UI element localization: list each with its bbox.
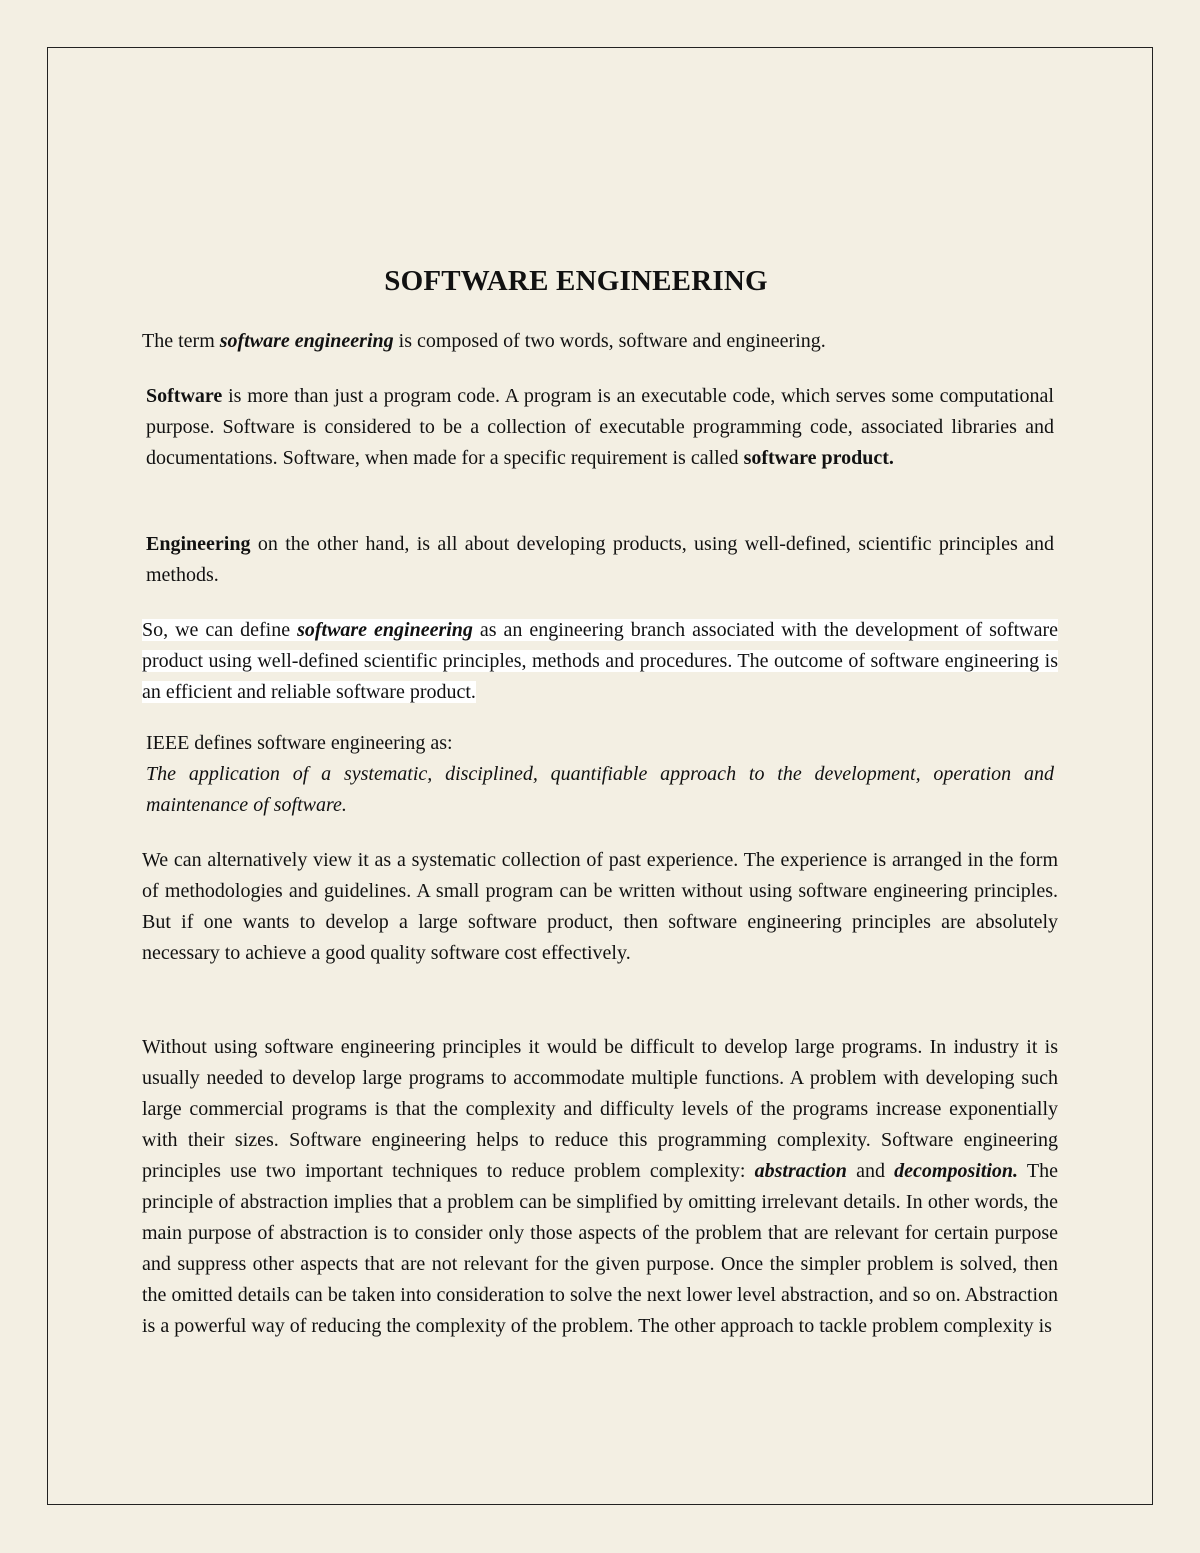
intro-term-emphasis: software engineering [219, 330, 394, 352]
engineering-heading-word: Engineering [146, 533, 251, 555]
engineering-text: on the other hand, is all about developing products, using well-defined, scientific principles and methods. [146, 533, 1054, 586]
software-paragraph [146, 381, 1054, 474]
complexity-text-1: Without using software engineering principles it would be difficult to develop large programs. In industry it is usually needed to develop large programs to accommodate multiple functions. A problem with developing such large commercial programs is that the complexity and difficulty levels of the programs increase exponentially with their sizes. Software engineering helps to reduce this programming complexity. Software engineering principles use two important techniques to reduce problem complexity: [142, 1036, 1058, 1182]
page-title: SOFTWARE ENGINEERING [384, 265, 768, 297]
software-text: is more than just a program code. A program is an executable code, which serves some computational purpose. Software is considered to be a collection of executable programming code, associated libraries and documentations. Software, when made for a specific requirement is called [146, 385, 1054, 469]
ieee-label: IEEE defines software engineering as: [146, 732, 453, 754]
software-heading-word: Software [146, 385, 223, 407]
engineering-paragraph [146, 529, 1054, 591]
definition-text-1: So, we can define [142, 619, 298, 641]
definition-paragraph [142, 615, 1058, 708]
definition-highlight [142, 619, 1058, 703]
definition-term-emphasis: software engineering [297, 619, 473, 641]
complexity-text-3: The principle of abstraction implies that a problem can be simplified by omitting irrelevant details. In other words, the main purpose of abstraction is to consider only those aspects of the problem that are relevant for certain purpose and suppress other aspects that are not relevant for the given purpose. Once the simpler problem is solved, then the omitted details can be taken into consideration to solve the next lower level abstraction, and so on. Abstraction is a powerful way of reducing the complexity of the problem. The other approach to tackle problem complexity is [142, 1160, 1058, 1337]
intro-text-1: The term [142, 330, 220, 352]
decomposition-term: decomposition. [894, 1160, 1019, 1182]
software-product-term: software product. [743, 447, 894, 469]
ieee-quote: The application of a systematic, disciplined, quantifiable approach to the development, operation and maintenance of software. [146, 763, 1054, 816]
complexity-text-2: and [846, 1160, 895, 1182]
definition-text-2: as an engineering branch associated with the development of software product using well-defined scientific principles, methods and procedures. The outcome of software engineering is an efficient and reliable software product. [142, 619, 1058, 703]
alternative-view-paragraph: We can alternatively view it as a systematic collection of past experience. The experience is arranged in the form of methodologies and guidelines. A small program can be written without using software engineering principles. But if one wants to develop a large software product, then software engineering principles are absolutely necessary to achieve a good quality software cost effectively. [142, 849, 1058, 964]
intro-text-2: is composed of two words, software and engineering. [393, 330, 826, 352]
complexity-paragraph [142, 1032, 1058, 1342]
intro-paragraph [142, 326, 1062, 357]
abstraction-term: abstraction [754, 1160, 847, 1182]
